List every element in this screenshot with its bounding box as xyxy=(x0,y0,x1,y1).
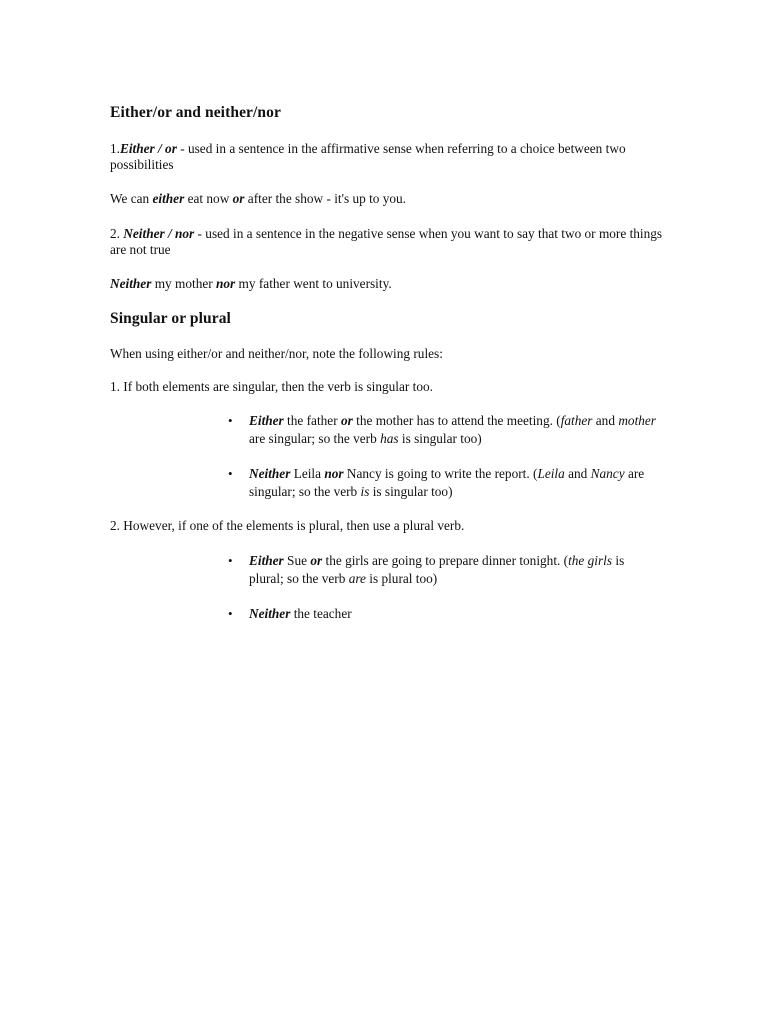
rule-2: 2. However, if one of the elements is plural, then use a plural verb. xyxy=(110,518,465,533)
example-text: eat now xyxy=(184,191,233,206)
def-term-neither-nor: Neither / nor xyxy=(123,226,195,241)
example-either-or xyxy=(110,191,670,207)
italic-word: mother xyxy=(618,413,656,428)
text: Leila xyxy=(290,466,325,481)
def-number: 2. xyxy=(110,226,124,241)
italic-word: the girls xyxy=(568,553,613,568)
example-keyword-or: or xyxy=(232,191,245,206)
keyword-either: Either xyxy=(249,413,284,428)
text: is plural; so the verb xyxy=(249,553,625,586)
def-text: - used in a sentence in the negative sense when you want to say that two or more things are not true xyxy=(110,226,663,257)
keyword-either: Either xyxy=(249,553,284,568)
bullet-icon: • xyxy=(228,466,233,481)
keyword-neither: Neither xyxy=(249,606,291,621)
example-neither-nor xyxy=(110,276,670,292)
list-item xyxy=(228,412,658,448)
example-keyword-nor: nor xyxy=(216,276,236,291)
text: is singular too) xyxy=(398,431,482,446)
italic-word: has xyxy=(380,431,399,446)
example-text: We can xyxy=(110,191,153,206)
paragraph-neither-nor-definition xyxy=(110,226,670,258)
example-text: my mother xyxy=(151,276,217,291)
heading-either-neither: Either/or and neither/nor xyxy=(110,104,281,121)
def-number: 1. xyxy=(110,141,120,156)
list-item xyxy=(228,552,658,588)
list-item-text xyxy=(249,605,658,623)
example-keyword-neither: Neither xyxy=(110,276,152,291)
text: Sue xyxy=(283,553,311,568)
def-term-either-or: Either / or xyxy=(119,141,177,156)
text: the girls are going to prepare dinner tonight. ( xyxy=(322,553,569,568)
list-item-text xyxy=(249,412,658,448)
italic-word: Leila xyxy=(537,466,565,481)
paragraph-either-or-definition xyxy=(110,141,670,173)
text: is plural too) xyxy=(365,571,438,586)
bullet-icon: • xyxy=(228,413,233,428)
example-text: after the show - it's up to you. xyxy=(244,191,407,206)
list-item-text xyxy=(249,552,658,588)
text: the father xyxy=(283,413,341,428)
keyword-or: or xyxy=(310,553,323,568)
text: the mother has to attend the meeting. ( xyxy=(352,413,561,428)
def-text: - used in a sentence in the affirmative sense when referring to a choice between two possibilities xyxy=(110,141,626,172)
keyword-neither: Neither xyxy=(249,466,291,481)
italic-word: are xyxy=(348,571,366,586)
text: and xyxy=(592,413,619,428)
keyword-or: or xyxy=(340,413,353,428)
text: Nancy is going to write the report. ( xyxy=(343,466,538,481)
example-keyword-either: either xyxy=(152,191,185,206)
example-text: my father went to university. xyxy=(235,276,392,291)
list-item xyxy=(228,465,658,501)
text: are singular; so the verb xyxy=(249,466,645,499)
italic-word: father xyxy=(560,413,593,428)
rule-1: 1. If both elements are singular, then the verb is singular too. xyxy=(110,379,433,394)
text: the teacher xyxy=(290,606,352,621)
list-item-text xyxy=(249,465,658,501)
heading-singular-plural: Singular or plural xyxy=(110,310,231,327)
bullet-icon: • xyxy=(228,553,233,568)
italic-word: Nancy xyxy=(590,466,625,481)
italic-word: is xyxy=(360,484,370,499)
text: and xyxy=(564,466,591,481)
intro-rules: When using either/or and neither/nor, note the following rules: xyxy=(110,346,443,361)
list-item xyxy=(228,605,658,623)
bullet-icon: • xyxy=(228,606,233,621)
text: are singular; so the verb xyxy=(249,431,381,446)
keyword-nor: nor xyxy=(324,466,344,481)
text: is singular too) xyxy=(369,484,453,499)
